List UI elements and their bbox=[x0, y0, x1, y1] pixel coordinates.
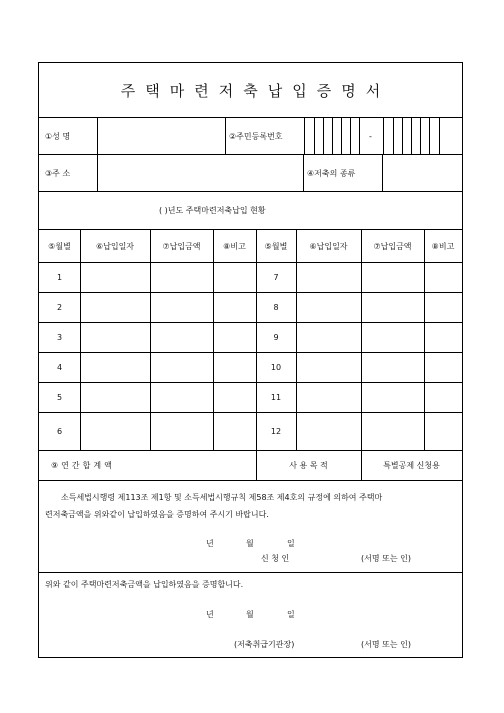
table-row bbox=[39, 262, 462, 292]
address-row bbox=[39, 154, 462, 191]
application-date-year: 년 bbox=[206, 539, 214, 548]
header-month-right: ⑤월별 bbox=[264, 241, 288, 251]
certification-statement: 위와 같이 주택마련저축금액을 납입하였음을 증명합니다. bbox=[45, 580, 244, 589]
header-note-right: ⑧비고 bbox=[431, 241, 455, 251]
month-cell: 7 bbox=[273, 273, 279, 282]
savings-type-field[interactable] bbox=[382, 155, 462, 191]
application-statement-line1: 소득세법시행령 제113조 제1항 및 소득세법시행규칙 제58조 제4호의 규정에 의하여 주택마 bbox=[61, 493, 383, 502]
month-cell: 2 bbox=[56, 303, 63, 312]
month-cell: 3 bbox=[56, 333, 63, 342]
title-row bbox=[39, 63, 462, 117]
month-cell: 10 bbox=[270, 363, 282, 372]
month-cell: 4 bbox=[56, 363, 63, 372]
certification-section bbox=[39, 572, 462, 659]
applicant-label: 신 청 인 bbox=[261, 554, 290, 563]
table-row bbox=[39, 292, 462, 322]
rrn-separator: - bbox=[369, 131, 372, 141]
certification-date-day: 일 bbox=[287, 610, 295, 619]
address-field[interactable] bbox=[97, 155, 303, 191]
header-month-left: ⑤월별 bbox=[48, 241, 71, 251]
certificate-form bbox=[38, 62, 463, 658]
certification-date-month: 월 bbox=[246, 610, 254, 619]
table-row bbox=[39, 382, 462, 412]
header-note-left: ⑧비고 bbox=[223, 241, 246, 251]
savings-type-label: ④저축의 종류 bbox=[307, 168, 356, 178]
application-statement-line2: 련저축금액을 위와같이 납입하였음을 증명하여 주시기 바랍니다. bbox=[45, 510, 269, 519]
form-title: 주택마련저축납입증명서 bbox=[120, 81, 391, 100]
certification-date-year: 년 bbox=[206, 610, 214, 619]
header-amount-right: ⑦납입금액 bbox=[373, 241, 412, 251]
annual-total-field[interactable] bbox=[151, 451, 256, 480]
name-label: ①성 명 bbox=[45, 131, 71, 141]
issuer-signature-note[interactable]: (서명 또는 인) bbox=[361, 640, 411, 649]
month-cell: 12 bbox=[270, 427, 282, 436]
application-date-day: 일 bbox=[287, 539, 295, 548]
address-label: ③주 소 bbox=[45, 168, 71, 178]
applicant-signature-note[interactable]: (서명 또는 인) bbox=[361, 554, 411, 563]
totals-row bbox=[39, 450, 462, 480]
table-row bbox=[39, 412, 462, 450]
month-cell: 8 bbox=[273, 303, 279, 312]
header-date-left: ⑥납입일자 bbox=[95, 241, 135, 251]
month-cell: 5 bbox=[56, 393, 63, 402]
month-cell: 11 bbox=[270, 393, 282, 402]
table-row bbox=[39, 352, 462, 382]
header-date-right: ⑥납입일자 bbox=[309, 241, 348, 251]
status-heading-row bbox=[39, 191, 462, 229]
annual-total-label: ⑨연간합계액 bbox=[51, 461, 115, 470]
table-row bbox=[39, 322, 462, 352]
issuer-label: (저축취급기관장) bbox=[234, 640, 295, 649]
deduction-label: 특별공제 신청용 bbox=[383, 461, 440, 470]
purpose-label: 사 용 목 적 bbox=[289, 461, 328, 470]
name-row bbox=[39, 117, 462, 154]
table-header-row bbox=[39, 229, 462, 262]
month-cell: 1 bbox=[56, 273, 63, 282]
application-date-month: 월 bbox=[246, 539, 254, 548]
header-amount-left: ⑦납입금액 bbox=[162, 241, 201, 251]
name-field[interactable] bbox=[97, 118, 225, 154]
month-cell: 9 bbox=[273, 333, 279, 342]
rrn-field[interactable] bbox=[304, 118, 462, 154]
status-heading: ( )년도 주택마련저축납입 현황 bbox=[159, 206, 266, 215]
month-cell: 6 bbox=[56, 427, 63, 436]
rrn-label: ②주민등록번호 bbox=[229, 131, 283, 141]
application-section bbox=[39, 480, 462, 572]
